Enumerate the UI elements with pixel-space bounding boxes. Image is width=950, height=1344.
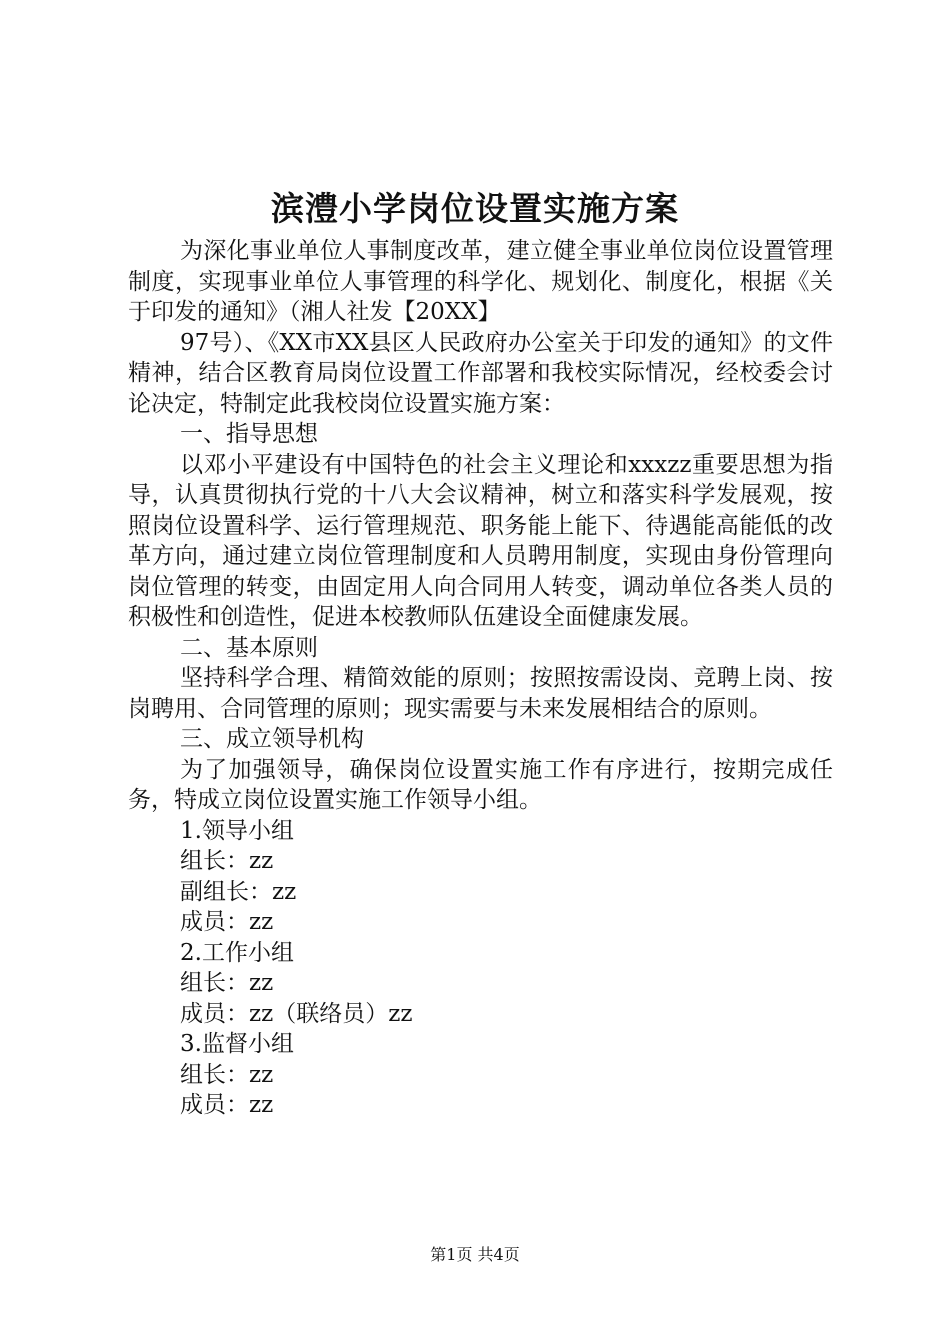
document-title: 滨澧小学岗位设置实施方案 <box>271 189 679 228</box>
paragraph-intro-continued: 97号）、《XX市XX县区人民政府办公室关于印发的通知》的文件精神，结合区教育局岗位设置工作部署和我校实际情况，经校委会讨论决定，特制定此我校岗位设置实施方案： <box>128 329 833 417</box>
list-item: 成员：zz <box>180 909 274 935</box>
list-item: 成员：zz <box>180 1092 274 1118</box>
list-item: 组长：zz <box>180 848 274 874</box>
section-heading-leadership: 三、成立领导机构 <box>180 726 364 752</box>
paragraph-basic-principles: 坚持科学合理、精简效能的原则；按照按需设岗、竞聘上岗、按岗聘用、合同管理的原则；现实需要与未来发展相结合的原则。 <box>128 665 833 722</box>
list-item: 组长：zz <box>180 970 274 996</box>
list-item: 成员：zz（联络员）zz <box>180 1000 413 1027</box>
section-heading-guiding-ideology: 一、指导思想 <box>180 421 318 447</box>
section-heading-basic-principles: 二、基本原则 <box>180 634 318 661</box>
list-item: 副组长：zz <box>180 878 297 905</box>
paragraph-guiding-ideology: 以邓小平建设有中国特色的社会主义理论和xxxzz重要思想为指导，认真贯彻执行党的十八大会议精神，树立和落实科学发展观，按照岗位设置科学、运行管理规范、职务能上能下、待遇能高能低的改革方向，通过建立岗位管理制度和人员聘用制度，实现由身份管理向岗位管理的转变，由固定用人向合同用人转变，调动单位各类人员的积极性和创造性，促进本校教师队伍建设全面健康发展。 <box>128 451 833 630</box>
subheading-working-group: 2.工作小组 <box>180 939 294 966</box>
subheading-supervision-group: 3.监督小组 <box>180 1031 294 1057</box>
paragraph-intro: 为深化事业单位人事制度改革，建立健全事业单位岗位设置管理制度，实现事业单位人事管理的科学化、规划化、制度化，根据《关于印发的通知》（湘人社发【20XX】 <box>128 238 833 325</box>
list-item: 组长：zz <box>180 1061 274 1088</box>
subheading-leading-group: 1.领导小组 <box>180 817 294 844</box>
page-number: 第1页 共4页 <box>430 1245 520 1264</box>
document-body <box>128 236 833 1121</box>
paragraph-leadership: 为了加强领导，确保岗位设置实施工作有序进行，按期完成任务，特成立岗位设置实施工作领导小组。 <box>128 756 833 813</box>
